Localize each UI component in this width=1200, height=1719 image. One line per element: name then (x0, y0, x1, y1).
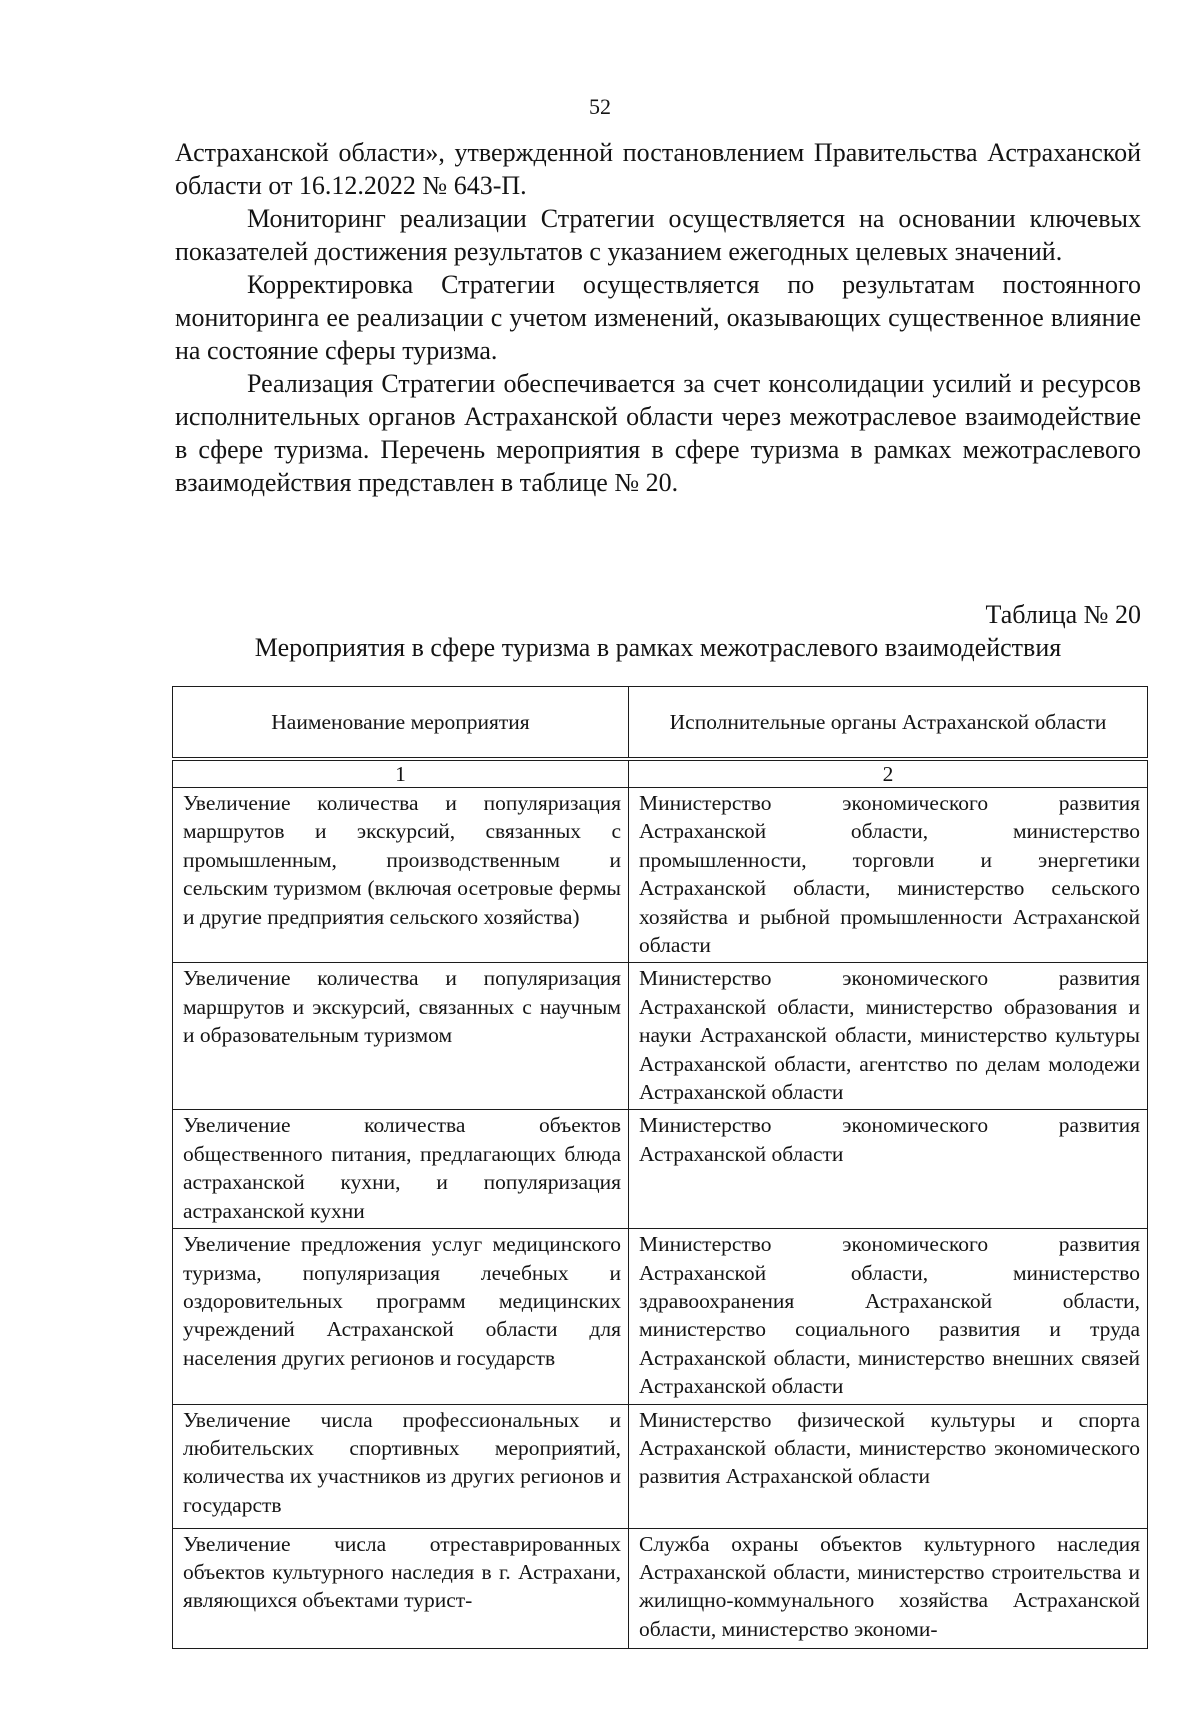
paragraph-monitoring: Мониторинг реализации Стратегии осуществляется на основании ключевых показателей достижения результатов с указанием ежегодных целевых значений. (175, 204, 1141, 266)
page-number: 52 (589, 94, 611, 119)
event-name-cell: Увеличение предложения услуг медицинского туризма, популяризация лечебных и оздоровительных программ медицинских учреждений Астраханской области для населения других регионов и государств (173, 1229, 629, 1404)
executive-bodies-cell: Министерство экономического развития Астраханской области, министерство образования и науки Астраханской области, министерство культуры Астраханской области, агентство по делам молодежи Астраханской области (629, 963, 1148, 1110)
executive-bodies-cell: Министерство экономического развития Астраханской области, министерство промышленности, торговли и энергетики Астраханской области, министерство сельского хозяйства и рыбной промышленности Астраханской области (629, 788, 1148, 963)
header-event-name: Наименование мероприятия (173, 687, 629, 760)
event-name-cell: Увеличение числа профессиональных и любительских спортивных мероприятий, количества их участников из других регионов и государств (173, 1404, 629, 1528)
table-row (173, 1404, 1148, 1528)
table-header-row (173, 687, 1148, 760)
paragraph-implementation: Реализация Стратегии обеспечивается за счет консолидации усилий и ресурсов исполнительных органов Астраханской области через межотраслевое взаимодействие в сфере туризма. Перечень мероприятия в сфере туризма в рамках межотраслевого взаимодействия представлен в таблице № 20. (175, 369, 1141, 497)
event-name-cell: Увеличение количества и популяризация маршрутов и экскурсий, связанных с научным и образовательным туризмом (173, 963, 629, 1110)
table-row (173, 963, 1148, 1110)
table-row (173, 1110, 1148, 1229)
executive-bodies-cell: Министерство экономического развития Астраханской области (629, 1110, 1148, 1229)
header-executive-bodies: Исполнительные органы Астраханской области (629, 687, 1148, 760)
column-number-row (173, 759, 1148, 788)
table-title: Мероприятия в сфере туризма в рамках межотраслевого взаимодействия (254, 633, 1062, 662)
table-row (173, 1528, 1148, 1648)
event-name-cell: Увеличение числа отреставрированных объектов культурного наследия в г. Астрахани, являющихся объектами турист- (173, 1528, 629, 1648)
executive-bodies-cell: Министерство экономического развития Астраханской области, министерство здравоохранения Астраханской области, министерство социального развития и труда Астраханской области, министерство внешних связей Астраханской области (629, 1229, 1148, 1404)
column-number-2: 2 (629, 759, 1148, 788)
table-row (173, 788, 1148, 963)
executive-bodies-cell: Служба охраны объектов культурного наследия Астраханской области, министерство строительства и жилищно-коммунального хозяйства Астраханской области, министерство экономи- (629, 1528, 1148, 1648)
paragraph-correction: Корректировка Стратегии осуществляется по результатам постоянного мониторинга ее реализации с учетом изменений, оказывающих существенное влияние на состояние сферы туризма. (175, 270, 1141, 365)
paragraph-continuation: Астраханской области», утвержденной постановлением Правительства Астраханской области от 16.12.2022 № 643-П. (175, 138, 1141, 200)
column-number-1: 1 (173, 759, 629, 788)
table-row (173, 1229, 1148, 1404)
event-name-cell: Увеличение количества и популяризация маршрутов и экскурсий, связанных с промышленным, производственным и сельским туризмом (включая осетровые фермы и другие предприятия сельского хозяйства) (173, 788, 629, 963)
executive-bodies-cell: Министерство физической культуры и спорта Астраханской области, министерство экономического развития Астраханской области (629, 1404, 1148, 1528)
table-number: Таблица № 20 (985, 600, 1141, 629)
table-caption (175, 598, 1141, 664)
events-table (172, 686, 1148, 1649)
event-name-cell: Увеличение количества объектов общественного питания, предлагающих блюда астраханской кухни, и популяризация астраханской кухни (173, 1110, 629, 1229)
body-text (175, 136, 1141, 499)
